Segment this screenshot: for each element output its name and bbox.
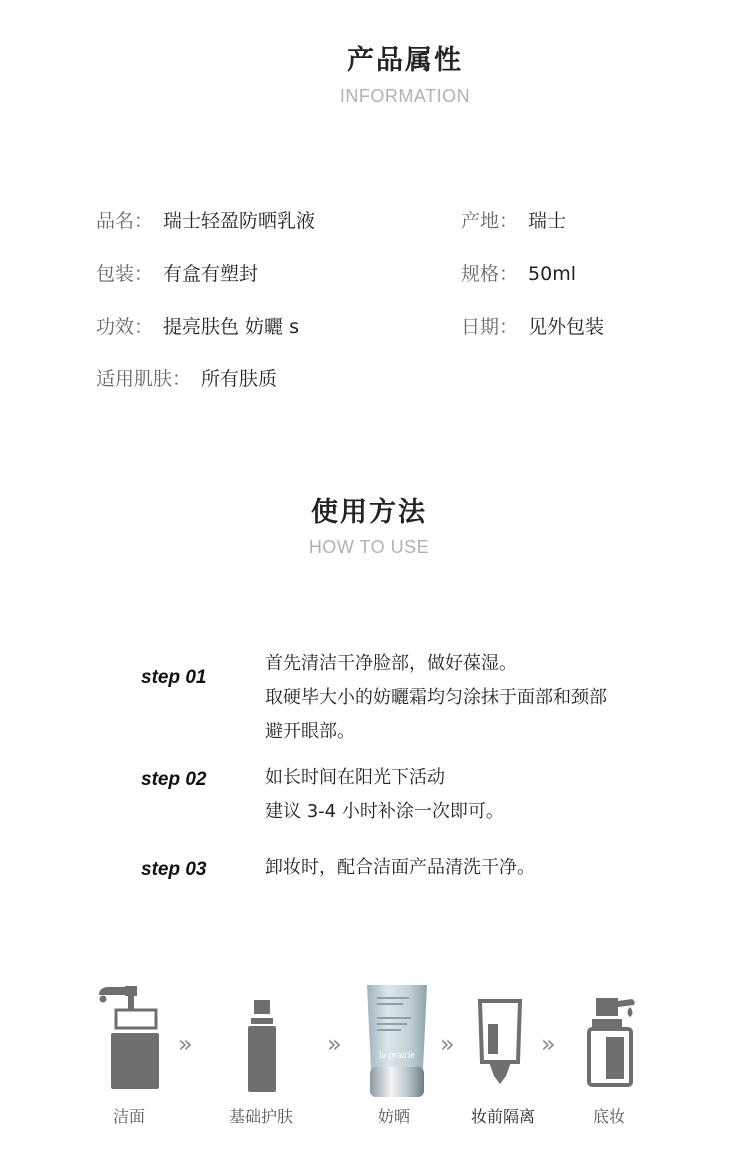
attr-package xyxy=(96,259,258,286)
attr-key: 品名： xyxy=(96,210,154,232)
step-line: 卸妆时，配合洁面产品清洗干净。 xyxy=(265,857,535,878)
attr-value: 瑞士轻盈防晒乳液 xyxy=(163,210,316,232)
step-line: 避开眼部。 xyxy=(265,721,355,742)
attr-value: 提亮肤色 妨曬 s xyxy=(163,316,299,338)
step-text-02 xyxy=(265,761,504,829)
flow-label-cleanse: 洁面 xyxy=(112,1107,145,1126)
attr-value: 有盒有塑封 xyxy=(163,263,259,285)
step-label-01: step 01 xyxy=(141,667,207,688)
flow-label-skincare: 基础护肤 xyxy=(228,1107,293,1126)
product-brand-label: la prairie xyxy=(379,1050,415,1061)
foundation-bottle-icon xyxy=(586,993,644,1093)
attr-date xyxy=(461,312,604,339)
flow-label-primer: 妆前隔离 xyxy=(470,1107,535,1126)
primer-tube-icon xyxy=(473,998,525,1090)
step-text-01 xyxy=(265,647,607,749)
arrow-icon: » xyxy=(327,1030,336,1058)
attr-skin xyxy=(96,364,277,391)
attr-key: 规格： xyxy=(461,263,519,285)
usage-subtitle: HOW TO USE xyxy=(308,537,430,557)
attr-value: 瑞士 xyxy=(528,210,567,232)
info-title: 产品属性 xyxy=(347,45,463,76)
step-text-03 xyxy=(265,851,535,885)
sunscreen-tube-image xyxy=(365,983,429,1105)
step-line: 如长时间在阳光下活动 xyxy=(265,767,445,788)
arrow-icon: » xyxy=(541,1030,550,1058)
step-line: 取硬毕大小的妨曬霜均匀涂抹于面部和颈部 xyxy=(265,687,607,708)
step-label-03: step 03 xyxy=(141,859,207,880)
flow-label-sunscreen: 妨晒 xyxy=(377,1107,410,1126)
cleanser-bottle-icon xyxy=(97,983,163,1095)
info-subtitle: INFORMATION xyxy=(339,86,471,106)
flow-label-foundation: 底妆 xyxy=(592,1107,625,1126)
usage-title: 使用方法 xyxy=(311,497,427,528)
arrow-icon: » xyxy=(440,1030,449,1058)
attr-value: 见外包装 xyxy=(528,316,605,338)
attr-key: 产地： xyxy=(461,210,519,232)
step-line: 首先清洁干净脸部，做好葆湿。 xyxy=(265,653,517,674)
attr-effect xyxy=(96,312,299,339)
attr-origin xyxy=(461,206,566,233)
step-label-02: step 02 xyxy=(141,769,207,790)
attr-key: 功效： xyxy=(96,316,154,338)
toner-bottle-icon xyxy=(243,998,279,1098)
attr-value: 50ml xyxy=(528,263,576,285)
attr-name xyxy=(96,206,315,233)
arrow-icon: » xyxy=(178,1030,187,1058)
attr-key: 包装： xyxy=(96,263,154,285)
attr-spec xyxy=(461,259,576,286)
attr-value: 所有肤质 xyxy=(201,368,278,390)
attr-key: 日期： xyxy=(461,316,519,338)
step-line: 建议 3-4 小时补涂一次即可。 xyxy=(265,801,504,822)
attr-key: 适用肌肤： xyxy=(96,368,192,390)
